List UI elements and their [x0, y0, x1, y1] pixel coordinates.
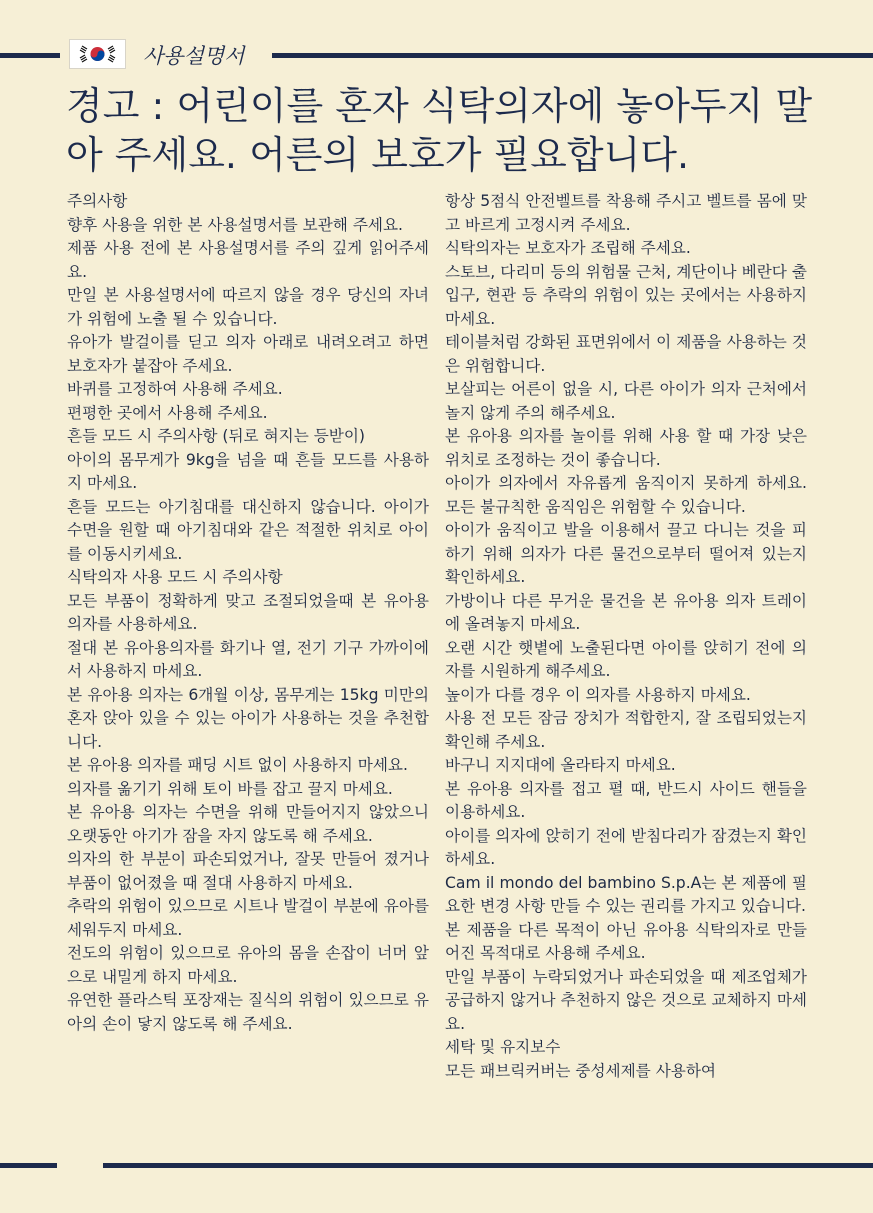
- instruction-paragraph: 유아가 발걸이를 딛고 의자 아래로 내려오려고 하면 보호자가 붙잡아 주세요.: [67, 333, 429, 375]
- instruction-paragraph: 모든 패브릭커버는 중성세제를 사용하여: [445, 1061, 716, 1080]
- section-heading: 주의사항: [67, 192, 128, 210]
- left-column: [67, 190, 429, 1036]
- section-heading: 식탁의자 사용 모드 시 주의사항: [67, 568, 283, 586]
- instruction-paragraph: 아이가 의자에서 자유롭게 움직이지 못하게 하세요. 모든 불규칙한 움직임은 위험할 수 있습니다.: [445, 474, 807, 516]
- instruction-paragraph: 만일 부품이 누락되었거나 파손되었을 때 제조업체가 공급하지 않거나 추천하지 않은 것으로 교체하지 마세요.: [445, 967, 807, 1033]
- instruction-paragraph: 바퀴를 고정하여 사용해 주세요.: [67, 380, 283, 398]
- instruction-paragraph: 바구니 지지대에 올라타지 마세요.: [445, 756, 676, 774]
- instruction-paragraph: 편평한 곳에서 사용해 주세요.: [67, 403, 268, 422]
- instruction-paragraph: 향후 사용을 위한 본 사용설명서를 보관해 주세요.: [67, 215, 403, 234]
- instruction-paragraph: 제품 사용 전에 본 사용설명서를 주의 깊게 읽어주세요.: [67, 239, 429, 281]
- language-label: 사용설명서: [143, 44, 245, 68]
- instruction-paragraph: 본 유아용 의자를 패딩 시트 없이 사용하지 마세요.: [67, 756, 408, 774]
- section-heading: 세탁 및 유지보수: [445, 1038, 561, 1056]
- instruction-paragraph: 모든 부품이 정확하게 맞고 조절되었을때 본 유아용 의자를 사용하세요.: [67, 591, 429, 633]
- instruction-paragraph: 항상 5점식 안전벨트를 착용해 주시고 벨트를 몸에 맞고 바르게 고정시켜 주세요.: [445, 192, 807, 234]
- footer-bar: [0, 1163, 873, 1169]
- instruction-paragraph: 오랜 시간 햇볕에 노출된다면 아이를 앉히기 전에 의자를 시원하게 해주세요.: [445, 638, 807, 680]
- instruction-paragraph: 본 유아용 의자를 놀이를 위해 사용 할 때 가장 낮은 위치로 조정하는 것이 좋습니다.: [445, 427, 807, 469]
- instruction-paragraph: 식탁의자는 보호자가 조립해 주세요.: [445, 239, 691, 257]
- instruction-paragraph: 아이를 의자에 앉히기 전에 받침다리가 잠겼는지 확인하세요.: [445, 826, 807, 868]
- header-bar: [0, 38, 873, 68]
- instruction-paragraph: 스토브, 다리미 등의 위험물 근처, 계단이나 베란다 출입구, 현관 등 추락의 위험이 있는 곳에서는 사용하지 마세요.: [445, 262, 807, 328]
- instruction-paragraph: 본 제품을 다른 목적이 아닌 유아용 식탁의자로 만들어진 목적대로 사용해 주세요.: [445, 920, 807, 962]
- instruction-paragraph: Cam il mondo del bambino S.p.A는 본 제품에 필요한 변경 사항 만들 수 있는 권리를 가지고 있습니다.: [445, 873, 807, 915]
- instruction-paragraph: 아이가 움직이고 발을 이용해서 끌고 다니는 것을 피하기 위해 의자가 다른 물건으로부터 떨어져 있는지 확인하세요.: [445, 521, 807, 586]
- instruction-paragraph: 만일 본 사용설명서에 따르지 않을 경우 당신의 자녀가 위험에 노출 될 수 있습니다.: [67, 286, 429, 328]
- header-rule-right: [272, 53, 873, 58]
- instruction-paragraph: 높이가 다를 경우 이 의자를 사용하지 마세요.: [445, 685, 751, 704]
- instruction-paragraph: 유연한 플라스틱 포장재는 질식의 위험이 있으므로 유아의 손이 닿지 않도록 해 주세요.: [67, 991, 429, 1033]
- instruction-paragraph: 본 유아용 의자를 접고 펼 때, 반드시 사이드 핸들을 이용하세요.: [445, 779, 807, 821]
- section-heading: 흔들 모드 시 주의사항 (뒤로 혀지는 등받이): [67, 427, 365, 445]
- warning-title: 경고 : 어린이를 혼자 식탁의자에 놓아두지 말아 주세요. 어른의 보호가 필요합니다.: [66, 84, 813, 177]
- instruction-paragraph: 사용 전 모든 잠금 장치가 적합한지, 잘 조립되었는지 확인해 주세요.: [445, 709, 807, 751]
- header-rule-left: [0, 53, 60, 58]
- instruction-paragraph: 흔들 모드는 아기침대를 대신하지 않습니다. 아이가 수면을 원할 때 아기침대와 같은 적절한 위치로 아이를 이동시키세요.: [67, 497, 429, 563]
- instruction-paragraph: 본 유아용 의자는 수면을 위해 만들어지지 않았으니 오랫동안 아기가 잠을 자지 않도록 해 주세요.: [67, 803, 429, 845]
- instruction-paragraph: 전도의 위험이 있으므로 유아의 몸을 손잡이 너머 앞으로 내밀게 하지 마세요.: [67, 944, 429, 986]
- instruction-paragraph: 테이블처럼 강화된 표면위에서 이 제품을 사용하는 것은 위험합니다.: [445, 333, 807, 375]
- instruction-paragraph: 절대 본 유아용의자를 화기나 열, 전기 기구 가까이에서 사용하지 마세요.: [67, 638, 429, 680]
- instruction-paragraph: 아이의 몸무게가 9kg을 넘을 때 흔들 모드를 사용하지 마세요.: [67, 450, 429, 492]
- instruction-paragraph: 의자를 옮기기 위해 토이 바를 잡고 끌지 마세요.: [67, 779, 393, 798]
- right-column: [445, 190, 807, 1083]
- instruction-paragraph: 추락의 위험이 있으므로 시트나 발걸이 부분에 유아를 세워두지 마세요.: [67, 897, 429, 939]
- south-korea-flag-icon: [70, 40, 125, 68]
- instruction-paragraph: 의자의 한 부분이 파손되었거나, 잘못 만들어 졌거나 부품이 없어졌을 때 절대 사용하지 마세요.: [67, 850, 429, 892]
- instruction-paragraph: 본 유아용 의자는 6개월 이상, 몸무게는 15kg 미만의 혼자 앉아 있을 수 있는 아이가 사용하는 것을 추천합니다.: [67, 685, 429, 751]
- instruction-paragraph: 보살피는 어른이 없을 시, 다른 아이가 의자 근처에서 놀지 않게 주의 해주세요.: [445, 380, 807, 422]
- footer-rule-left: [0, 1163, 57, 1168]
- footer-rule-right: [103, 1163, 873, 1168]
- instruction-paragraph: 가방이나 다른 무거운 물건을 본 유아용 의자 트레이에 올려놓지 마세요.: [445, 591, 807, 633]
